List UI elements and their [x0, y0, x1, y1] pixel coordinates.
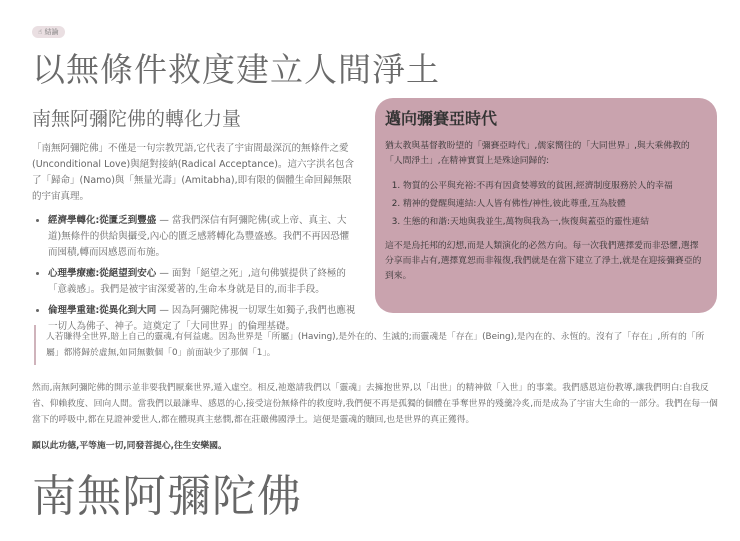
section-badge [32, 26, 65, 38]
list-item [48, 213, 357, 261]
body-paragraph: 然而,南無阿彌陀佛的開示並非要我們厭棄世界,遁入虛空。相反,祂邀請我們以「靈魂」去擁抱世界,以「出世」的精神做「入世」的事業。我們感恩這份教導,讓我們明白:自我反省、仰賴救度、回向人間。當我們以最謙卑、感恩的心,接受這份無條件的救度時,我們便不再是孤獨的個體在爭奪世界的殘羹冷炙,而是成為了宇宙大生命的一部分。我們在每一個當下的呼吸中,都在見證神愛世人,都在體現真主慈憫,都在莊嚴佛國淨土。這便是靈魂的贖回,也是世界的真正獲得。 [32, 383, 718, 425]
page-title: 以無條件救度建立人間淨土 [32, 50, 440, 89]
left-column [32, 104, 357, 340]
list-item: 3. 生態的和諧:天地與我並生,萬物與我為一,恢復與蓋亞的靈性連結 [403, 213, 707, 231]
messiah-age-card [375, 98, 717, 313]
bullet-title: 經濟學轉化:從匱乏到豐盛 [48, 215, 157, 226]
blockquote: 人若賺得全世界,賠上自己的靈魂,有何益處。因為世界是「所屬」(Having),是外在的、生滅的;而靈魂是「存在」(Being),是內在的、永恆的。沒有了「存在」,所有的「所屬」都將歸於虛無,如同無數個「0」前面缺少了那個「1」。 [34, 325, 724, 365]
list-item: 1. 物質的公平與充裕:不再有因貪婪導致的貧困,經濟制度服務於人的幸福 [403, 177, 707, 195]
bullet-text: — 當我們深信有阿彌陀佛(或上帝、真主、大道)無條件的供給與攝受,內心的匱乏感將轉化為豐盛感。我們不再因恐懼而囤積,轉而因感恩而布施。 [48, 215, 350, 258]
card-closing: 這不是烏托邦的幻想,而是人類演化的必然方向。每一次我們選擇愛而非恐懼,選擇分享而非占有,選擇寬恕而非報復,我們就是在當下建立了淨土,就是在迎接彌賽亞的到來。 [385, 241, 702, 281]
dedication: 願以此功德,平等施一切,同發菩提心,往生安樂國。 [32, 441, 227, 451]
bullet-text: — 因為阿彌陀佛視一切眾生如獨子,我們也應視一切人為佛子、神子。這奠定了「大同世界」的倫理基礎。 [48, 305, 356, 332]
card-intro: 猶太教與基督教盼望的「彌賽亞時代」,儒家嚮往的「大同世界」,與大乘佛教的「人間淨土」,在精神實質上是殊途同歸的: [385, 141, 690, 166]
list-item: 2. 精神的覺醒與連結:人人皆有佛性/神性,彼此尊重,互為肢體 [403, 195, 707, 213]
badge-label: 結論 [44, 28, 59, 36]
section-heading: 南無阿彌陀佛的轉化力量 [32, 108, 242, 130]
bullet-title: 倫理學重建:從異化到大同 [48, 305, 157, 316]
card-heading: 邁向彌賽亞時代 [385, 109, 498, 128]
card-list [385, 177, 707, 231]
intro-paragraph: 「南無阿彌陀佛」不僅是一句宗教咒語,它代表了宇宙間最深沉的無條件之愛(Unconditional Love)與絕對接納(Radical Acceptance)。這六字洪名包含了「歸命」(Namo)與「無量光壽」(Amitabha),即有限的個體生命回歸無限的宇宙真理。 [32, 143, 354, 202]
list-item [48, 266, 357, 298]
bullet-title: 心理學療癒:從絕望到安心 [48, 268, 157, 279]
bullet-list [32, 213, 357, 335]
body-text [32, 380, 722, 464]
hand-icon: ☝ [38, 28, 43, 36]
footer-title: 南無阿彌陀佛 [32, 471, 302, 522]
bullet-text: — 面對「絕望之死」,這句佛號提供了終極的「意義感」。我們是被宇宙深愛著的,生命本身就是目的,而非手段。 [48, 268, 346, 295]
